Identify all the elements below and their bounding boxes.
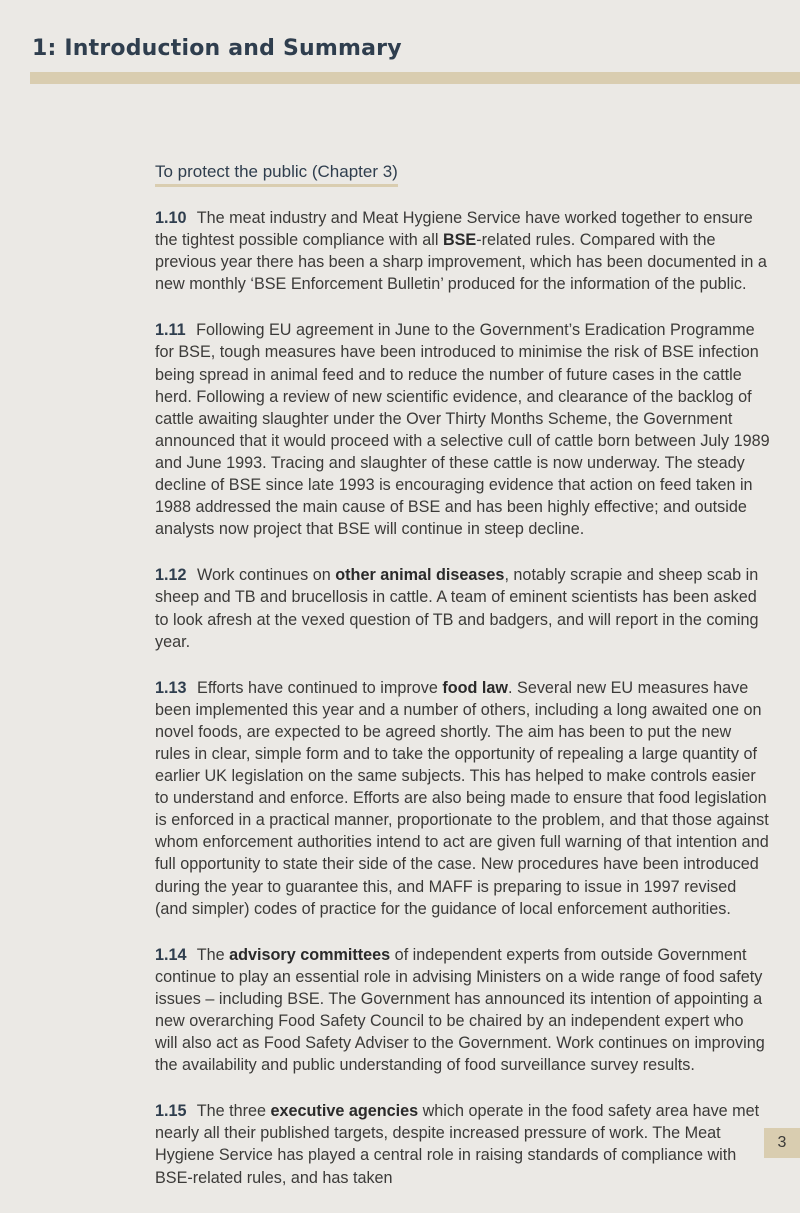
paragraph-1-12 [155,564,770,652]
paragraph-1-10 [155,207,770,295]
paragraph-text: Efforts have continued to improve [197,678,443,697]
paragraph-number: 1.15 [155,1102,187,1121]
paragraph-text: Work continues on [197,566,336,585]
paragraph-text: of independent experts from outside Government continue to play an essential role in advising Ministers on a wide range of food safety issues – including BSE. The Government has announced its intention of appointing a new overarching Food Safety Council to be chaired by an independent expert who will also act as Food Safety Adviser to the Government. Work continues on improving the availability and public understanding of food surveillance survey results. [155,945,765,1075]
page-number-tab [764,1128,800,1158]
paragraph-1-15 [155,1100,770,1188]
paragraph-bold-term: advisory committees [229,945,391,964]
paragraph-bold-term: food law [442,678,509,697]
paragraph-1-13 [155,677,770,920]
content-column [155,162,770,1213]
paragraph-bold-term: BSE [442,231,477,250]
paragraph-1-11 [155,319,770,540]
paragraph-text: which operate in the food safety area have met nearly all their published targets, despite increased pressure of work. The Meat Hygiene Service has played a central role in raising standards of compliance with BSE-related rules, and has taken [155,1102,760,1187]
paragraph-number: 1.11 [155,321,186,340]
page-number: 3 [777,1134,787,1151]
paragraph-text: The three [196,1102,271,1121]
paragraph-number: 1.14 [155,945,187,964]
paragraph-text: -related rules. Compared with the previous year there has been a sharp improvement, which has been documented in a new monthly ‘BSE Enforcement Bulletin’ produced for the information of the public. [155,231,767,294]
paragraph-text: . Several new EU measures have been implemented this year and a number of others, including a long awaited one on novel foods, are expected to be agreed shortly. The aim has been to put the new rules in clear, simple form and to take the opportunity of repealing a large quantity of earlier UK legislation on the same subjects. This has helped to make controls easier to understand and enforce. Efforts are also being made to ensure that food legislation is enforced in a practical manner, proportionate to the problem, and that those against whom enforcement authorities intend to act are given full warning of that intention and full opportunity to state their side of the case. New procedures have been introduced during the year to guarantee this, and MAFF is preparing to issue in 1997 revised (and simpler) codes of practice for the guidance of local enforcement authorities. [155,678,769,918]
chapter-title: 1: Introduction and Summary [32,36,402,61]
title-rule [30,72,800,84]
section-heading: To protect the public (Chapter 3) [155,162,398,187]
paragraph-text: Following EU agreement in June to the Government’s Eradication Programme for BSE, tough measures have been introduced to minimise the risk of BSE infection being spread in animal feed and to reduce the number of future cases in the cattle herd. Following a review of new scientific evidence, and clearance of the backlog of cattle awaiting slaughter under the Over Thirty Months Scheme, the Government announced that it would proceed with a selective cull of cattle born between July 1989 and June 1993. Tracing and slaughter of these cattle is now underway. The steady decline of BSE since late 1993 is encouraging evidence that action on feed taken in 1988 addressed the main cause of BSE and has been highly effective; and outside analysts now project that BSE will continue in steep decline. [155,321,770,539]
paragraph-number: 1.13 [155,678,187,697]
paragraph-bold-term: other animal diseases [335,566,505,585]
paragraph-text: The [196,945,230,964]
paragraph-1-14 [155,944,770,1077]
paragraph-bold-term: executive agencies [270,1102,419,1121]
paragraph-text: , notably scrapie and sheep scab in sheep and TB and brucellosis in cattle. A team of eminent scientists has been asked to look afresh at the vexed question of TB and badgers, and will report in the coming year. [155,566,759,651]
paragraph-number: 1.10 [155,209,187,227]
paragraph-text: The meat industry and Meat Hygiene Service have worked together to ensure the tightest possible compliance with all [155,209,753,250]
paragraph-number: 1.12 [155,566,187,585]
